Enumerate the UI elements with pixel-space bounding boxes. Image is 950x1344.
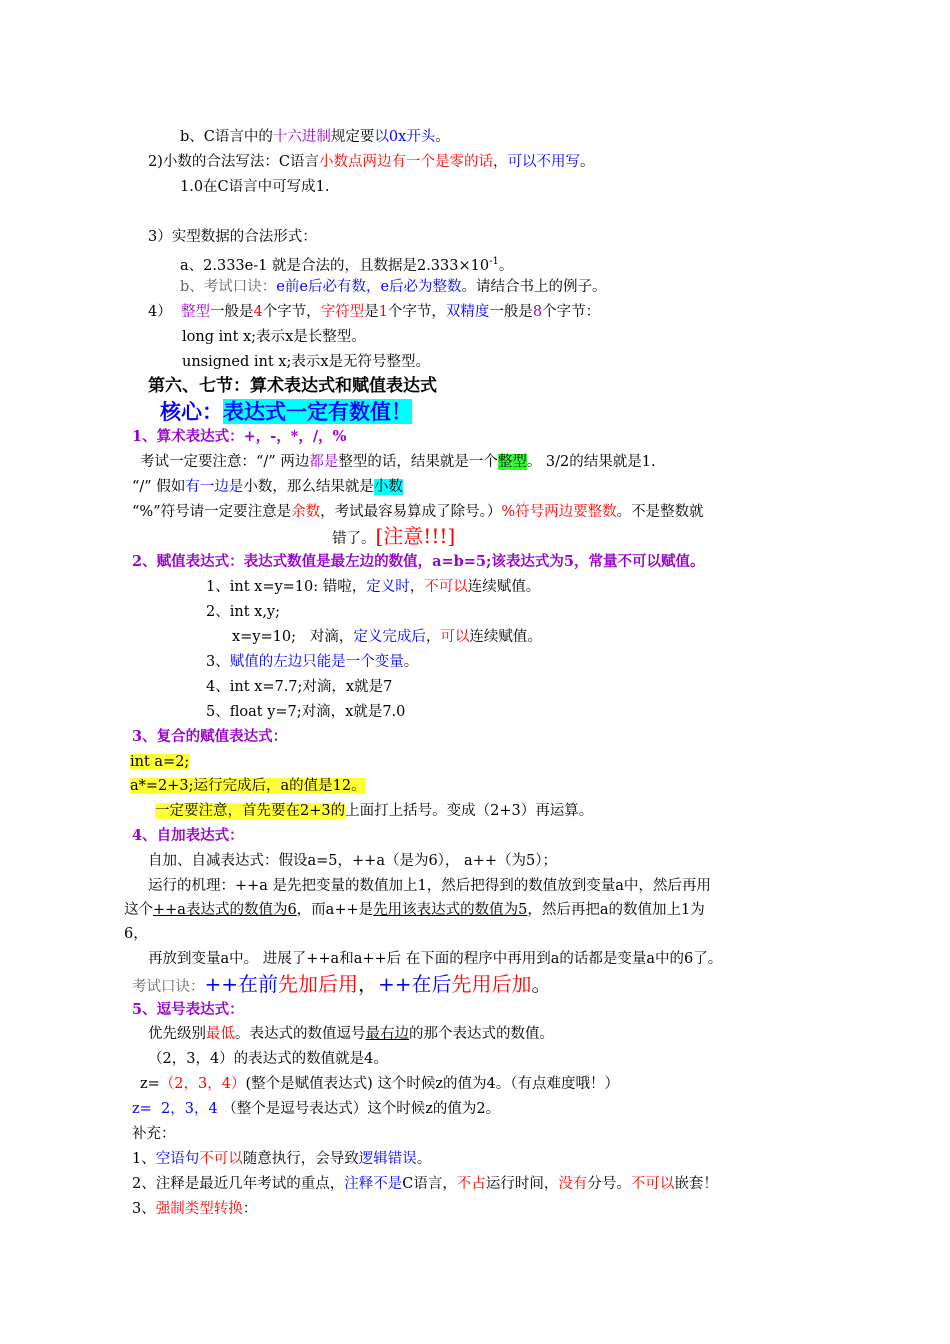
text: （整个是逗号表达式）这个时候z的值为2。	[217, 1101, 501, 1117]
text: long int x;表示x是长整型。	[182, 329, 366, 345]
text: ，	[425, 629, 441, 645]
text: 。	[579, 154, 595, 170]
line-increment-wrap	[124, 924, 148, 944]
emphasis: 不可以	[630, 1176, 675, 1192]
text: 是	[364, 304, 379, 320]
line-increment-detail	[124, 900, 705, 920]
text: 运行的机理：++a 是先把变量的数值加上1，然后把得到的数值放到变量a中，然后再用	[148, 878, 711, 894]
line-unsigned-int	[182, 352, 430, 372]
line-supplement-1	[132, 1149, 431, 1169]
line-division-rule	[140, 452, 656, 472]
section-heading	[148, 376, 437, 396]
text: 规定要	[330, 129, 375, 145]
highlight: 一定要注意，首先要在2+3的	[155, 803, 346, 819]
line-increment-intro	[148, 851, 557, 871]
emphasis: 不可以	[424, 579, 468, 595]
text: 1.0在C语言中可写成1.	[180, 179, 330, 195]
heading-text: 4、自加表达式：	[132, 827, 244, 844]
line-comma-example-1	[148, 1049, 388, 1069]
emphasis: 注释不是	[344, 1176, 403, 1192]
line-modulo-warning	[332, 524, 455, 551]
line-exam-mnemonic-increment	[132, 972, 552, 999]
text: 2)小数的合法写法：C语言	[148, 154, 319, 170]
text: （2，3，4）的表达式的数值就是4。	[148, 1051, 388, 1067]
label: 核心：	[160, 399, 223, 424]
text: z=	[140, 1076, 160, 1092]
mnemonic: 先加后用	[278, 972, 359, 996]
emphasis: 空语句	[155, 1151, 200, 1167]
line-supplement	[132, 1124, 176, 1144]
heading-text: 2、赋值表达式：表达式数值是最左边的数值，a=b=5;该表达式为5，常量不可以赋值。	[132, 553, 705, 570]
text: 3）实型数据的合法形式：	[148, 229, 317, 245]
text: ，然后再把a的数值加上1为	[527, 902, 705, 918]
keyword: 双精度	[445, 304, 490, 320]
emphasis: 逻辑错误	[358, 1151, 417, 1167]
core-heading	[160, 400, 412, 424]
label: b、考试口诀：	[180, 279, 277, 295]
highlight: a*=2+3;运行完成后，a的值是12。	[130, 778, 366, 794]
warning: [注意!!!]	[375, 524, 456, 548]
text: 4）	[148, 304, 172, 320]
label: 考试口诀：	[132, 979, 205, 995]
text: unsigned int x;表示x是无符号整型。	[182, 354, 431, 370]
emphasis: z= 2，3，4	[132, 1101, 218, 1117]
line-byte-sizes	[148, 302, 600, 322]
text: 整型的话，结果就是一个	[338, 454, 498, 470]
text: 嵌套！	[674, 1176, 718, 1192]
emphasis: 都是	[309, 454, 339, 470]
text: 一般是	[209, 304, 254, 320]
text: 补充：	[132, 1126, 176, 1142]
emphasis: 定义完成后	[353, 629, 426, 645]
text: 3、	[206, 654, 230, 670]
emphasis: 不占	[456, 1176, 486, 1192]
text: 这个	[124, 902, 153, 918]
subsection-increment	[132, 826, 244, 846]
line-float-example	[180, 252, 513, 276]
line-supplement-3	[132, 1199, 257, 1219]
highlight: 整型	[497, 454, 527, 470]
line-decimal-rule	[148, 152, 594, 172]
text: 。	[498, 257, 514, 274]
text: 运行时间，	[485, 1176, 559, 1192]
line-increment-mechanism	[148, 876, 711, 896]
text: 个字节，	[262, 304, 321, 320]
text: 的那个表达式的数值。	[409, 1026, 554, 1042]
text: 优先级别	[148, 1026, 206, 1042]
line-assign-1	[206, 577, 540, 597]
text: 个字节，	[387, 304, 446, 320]
text: 5、float y=7;对滴，x就是7.0	[206, 704, 406, 720]
text: 3、	[132, 1201, 156, 1217]
text: 。表达式的数值逗号	[235, 1026, 366, 1042]
emphasis: %符号两边要整数	[501, 504, 617, 520]
text: 考试一定要注意：“/” 两边	[140, 454, 310, 470]
emphasis: 强制类型转换	[155, 1201, 243, 1217]
line-long-int	[182, 327, 366, 347]
text: ，而a++是	[296, 902, 374, 918]
line-assign-2	[206, 602, 280, 622]
keyword-0x: 以0x开头	[374, 129, 436, 145]
emphasis: （2，3，4）	[159, 1076, 246, 1092]
text: x=y=10; 对滴，	[232, 629, 354, 645]
text: “%”符号请一定要注意是	[132, 504, 292, 520]
text: 1、	[132, 1151, 156, 1167]
heading-text: 1、算术表达式：+，-，*，/，%	[132, 428, 347, 445]
text: 。不是整数就	[616, 504, 704, 520]
line-hex-rule	[180, 127, 450, 147]
text: 再放到变量a中。 进展了++a和a++后 在下面的程序中再用到a的话都是变量a中的6了。	[148, 951, 723, 967]
text: 。	[403, 654, 419, 670]
subsection-assignment	[132, 552, 704, 572]
text: ，考试最容易算成了除号。）	[320, 504, 502, 520]
emphasis: 没有	[558, 1176, 588, 1192]
line-comma-example-2	[140, 1074, 619, 1094]
mnemonic: e前e后必有数，e后必为整数	[276, 279, 462, 295]
text: 6，	[124, 926, 148, 942]
text: b、C语言中的	[180, 129, 273, 145]
text: 。	[531, 972, 552, 996]
text: 。请结合书上的例子。	[461, 279, 607, 295]
text: 连续赋值。	[467, 579, 541, 595]
text: 错了。	[332, 531, 376, 547]
text: 2、int x,y;	[206, 604, 281, 620]
number: 1	[378, 304, 388, 320]
line-assign-2b	[232, 627, 542, 647]
text: 2、注释是最近几年考试的重点，	[132, 1176, 345, 1192]
text: ，	[492, 154, 508, 170]
text: 一般是	[489, 304, 533, 320]
heading-text: 5、逗号表达式：	[132, 1001, 244, 1018]
highlight: 小数	[373, 479, 403, 495]
line-float-forms	[148, 227, 317, 247]
line-assign-5	[206, 702, 405, 722]
line-division-decimal	[132, 477, 403, 497]
emphasis: 不可以	[199, 1151, 243, 1167]
text: a、2.333e-1 就是合法的，且数据是2.333×10	[180, 257, 490, 274]
line-decimal-example	[180, 177, 330, 197]
emphasis: 定义时	[366, 579, 410, 595]
line-compound-expr	[130, 776, 366, 796]
underlined: 最右边	[365, 1026, 409, 1042]
line-modulo-rule	[132, 502, 704, 522]
line-increment-result	[148, 949, 722, 969]
subsection-comma	[132, 1000, 244, 1020]
text: 。 3/2的结果就是1.	[526, 454, 656, 470]
emphasis: 最低	[206, 1026, 235, 1042]
text: 随意执行，会导致	[242, 1151, 359, 1167]
mnemonic: 先用后加	[451, 972, 532, 996]
heading-text: 第六、七节：算术表达式和赋值表达式	[148, 376, 437, 396]
keyword: 字符型	[320, 304, 365, 320]
emphasis: 余数	[291, 504, 321, 520]
line-assign-4	[206, 677, 392, 697]
line-supplement-2	[132, 1174, 718, 1194]
text: ，	[409, 579, 425, 595]
text: 自加、自减表达式：假设a=5，++a（是为6）， a++（为5）；	[148, 853, 557, 869]
number: 4	[253, 304, 263, 320]
text: 小数，那么结果就是	[243, 479, 374, 495]
emphasis: 可以不用写	[507, 154, 580, 170]
keyword: 整型	[180, 304, 210, 320]
superscript: -1	[489, 256, 499, 267]
text: C语言，	[402, 1176, 457, 1192]
mnemonic: ++在后	[378, 972, 452, 996]
line-comma-example-3	[132, 1099, 500, 1119]
text: 1、int x=y=10: 错啦，	[206, 579, 367, 595]
text: 上面打上括号。变成（2+3）再运算。	[345, 803, 594, 819]
mnemonic: ++在前	[204, 972, 279, 996]
text: 分号。	[587, 1176, 631, 1192]
line-compound-note	[155, 801, 593, 821]
emphasis: 赋值的左边只能是一个变量	[229, 654, 404, 670]
underlined: ++a表达式的数值为6	[153, 902, 297, 918]
line-comma-priority	[148, 1024, 554, 1044]
subsection-arithmetic	[132, 427, 346, 447]
emphasis: 小数点两边有一个是零的话	[318, 154, 493, 170]
highlight: 表达式一定有数值！	[223, 399, 412, 424]
subsection-compound	[132, 727, 287, 747]
highlight: int a=2;	[130, 754, 190, 770]
emphasis: 可以	[440, 629, 470, 645]
text: 连续赋值。	[469, 629, 542, 645]
line-compound-decl	[130, 752, 189, 772]
text: 。	[416, 1151, 432, 1167]
line-exam-mnemonic-e	[180, 277, 607, 297]
text: 4、int x=7.7;对滴，x就是7	[206, 679, 393, 695]
text: (整个是赋值表达式) 这个时候z的值为4。（有点难度哦！）	[245, 1076, 620, 1092]
emphasis: 有一边是	[185, 479, 244, 495]
underlined: 先用该表达式的数值为5	[373, 902, 528, 918]
text: ：	[242, 1201, 258, 1217]
text: ，	[358, 972, 379, 996]
keyword-hex: 十六进制	[272, 129, 331, 145]
line-assign-3	[206, 652, 418, 672]
text: 个字节：	[542, 304, 601, 320]
text: “/” 假如	[132, 479, 186, 495]
text: 。	[435, 129, 450, 145]
heading-text: 3、复合的赋值表达式：	[132, 728, 288, 745]
number: 8	[532, 304, 543, 320]
